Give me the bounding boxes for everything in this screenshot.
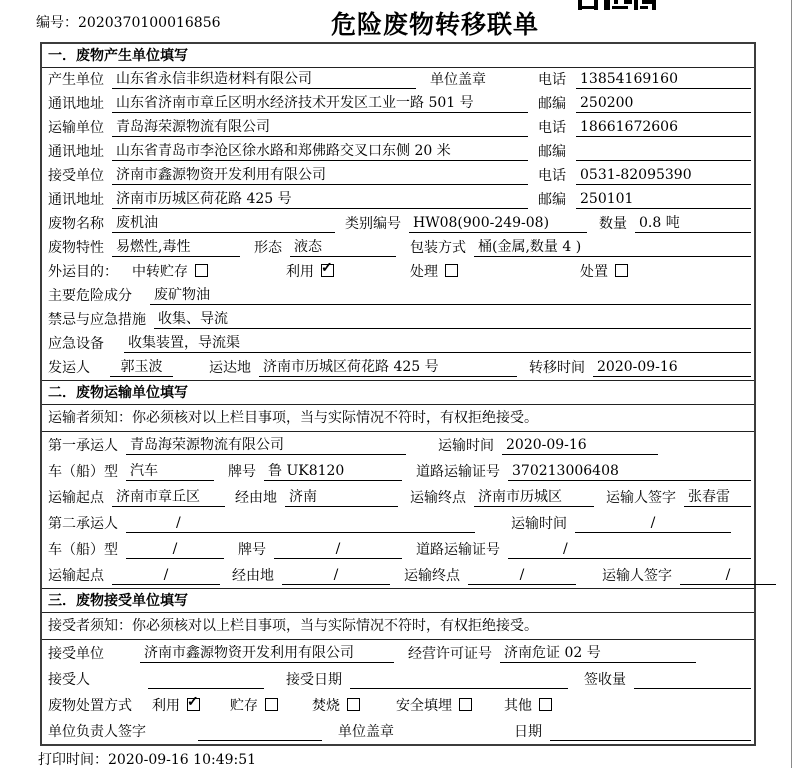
phone1-value: 13854169160 [576, 71, 751, 89]
treat-checkbox [445, 264, 458, 277]
carrier1-value: 青岛海荣源物流有限公司 [126, 437, 406, 455]
terminus2-label: 运输终点 [404, 568, 460, 584]
purpose-label: 外运目的： [48, 264, 118, 280]
origin2-value: / [112, 567, 220, 585]
transporter-label: 运输单位 [48, 120, 104, 136]
vehicle2-label: 车（船）型 [48, 542, 118, 558]
purpose-option-utilize-label: 利用 [286, 264, 314, 280]
plate2-value: / [274, 541, 402, 559]
category-value: HW08(900-249-08) [409, 215, 587, 233]
purpose-option-treat-label: 处理 [410, 264, 438, 280]
terminus1-label: 运输终点 [410, 490, 466, 506]
sign2-label: 运输人签字 [602, 568, 672, 584]
disposal-option-other [504, 697, 552, 715]
packing-value: 桶(金属,数量 4 ) [474, 239, 751, 257]
via1-label: 经由地 [235, 490, 277, 506]
purpose-option-transfer-storage-label: 中转贮存 [132, 264, 188, 280]
time2-label: 运输时间 [511, 516, 567, 532]
via1-value: 济南 [285, 489, 398, 507]
page-edge-divider [791, 0, 792, 768]
receiver-notice: 接受者须知：你必须核对以上栏目事项，当与实际情况不符时，有权拒绝接受。 [42, 613, 754, 640]
form-row-disposal [42, 692, 754, 718]
disposal-option-other-label: 其他 [504, 698, 532, 714]
waste-name-label: 废物名称 [48, 216, 104, 232]
phone1-label: 电话 [538, 72, 566, 88]
form-row-waste-name [42, 212, 754, 236]
via2-value: / [282, 567, 390, 585]
receiver-label: 接受单位 [48, 168, 104, 184]
disposal-landfill-checkbox [459, 698, 472, 711]
doc-number-label: 编号： [36, 15, 78, 31]
equipment-value: 收集装置，导流渠 [124, 335, 751, 353]
permit-value: 济南危证 02 号 [500, 645, 696, 663]
address3-label: 通讯地址 [48, 192, 104, 208]
phone2-field [538, 119, 751, 137]
zip2-value [576, 143, 751, 161]
form-row-vehicle1 [42, 458, 754, 484]
destination-label: 运达地 [209, 360, 251, 376]
quantity-value: 0.8 吨 [635, 215, 751, 233]
form-row-route2 [42, 562, 754, 588]
waste-name-value: 废机油 [112, 215, 335, 233]
equipment-label: 应急设备 [48, 336, 104, 352]
phone2-label: 电话 [538, 120, 566, 136]
disposal-option-utilize-label: 利用 [152, 698, 180, 714]
acceptor-value [148, 671, 264, 689]
form-row-address1 [42, 92, 754, 116]
hazard-value: 废矿物油 [150, 287, 751, 305]
disposal-option-utilize [152, 697, 200, 715]
received-amount-value [634, 671, 751, 689]
disposal-incinerate-checkbox [347, 698, 360, 711]
unit-seal-label: 单位盖章 [430, 72, 486, 88]
characteristics-value: 易燃性,毒性 [112, 239, 240, 257]
date-value [550, 723, 751, 741]
via2-label: 经由地 [232, 568, 274, 584]
category-label: 类别编号 [345, 216, 401, 232]
doc-number [36, 12, 221, 32]
section-receiver [42, 588, 754, 744]
time1-label: 运输时间 [438, 438, 494, 454]
shipper-value: 郭玉波 [110, 359, 173, 377]
form-row-leader-sign [42, 718, 754, 744]
emergency-value: 收集、导流 [154, 311, 751, 329]
receiver-value: 济南市鑫源物资开发利用有限公司 [112, 167, 528, 185]
vehicle2-value: / [126, 541, 224, 559]
form-row-characteristics [42, 236, 754, 260]
print-time-label: 打印时间： [38, 752, 108, 768]
form-row-carrier1 [42, 432, 754, 458]
transfer-manifest-form [40, 42, 756, 746]
purpose-option-treat [410, 263, 458, 281]
form-row-carrier2 [42, 510, 754, 536]
phone3-field [538, 167, 751, 185]
disposal-option-store-label: 贮存 [230, 698, 258, 714]
address3-value: 济南市历城区荷花路 425 号 [112, 191, 528, 209]
accept-date-label: 接受日期 [286, 672, 342, 688]
form-row-emergency [42, 308, 754, 332]
receive-unit-value: 济南市鑫源物资开发利用有限公司 [140, 645, 394, 663]
origin1-value: 济南市章丘区 [112, 489, 225, 507]
phone3-label: 电话 [538, 168, 566, 184]
disposal-store-checkbox [265, 698, 278, 711]
disposal-utilize-checkbox [187, 698, 200, 711]
carrier2-label: 第二承运人 [48, 516, 118, 532]
plate1-label: 牌号 [228, 464, 256, 480]
receive-unit-label: 接受单位 [48, 646, 104, 662]
plate1-value: 鲁 UK8120 [264, 463, 402, 481]
disposal-option-landfill-label: 安全填埋 [396, 698, 452, 714]
form-row-equipment [42, 332, 754, 356]
emergency-label: 禁忌与应急措施 [48, 312, 146, 328]
print-time [38, 749, 256, 769]
page-title: 危险废物转移联单 [331, 10, 540, 39]
transporter-notice: 运输者须知：你必须核对以上栏目事项，当与实际情况不符时，有权拒绝接受。 [42, 405, 754, 432]
section-producer-title: 一．废物产生单位填写 [42, 44, 754, 68]
accept-date-value [350, 671, 568, 689]
vehicle1-label: 车（船）型 [48, 464, 118, 480]
form-row-route1 [42, 484, 754, 510]
form-row-producer [42, 68, 754, 92]
phone3-value: 0531-82095390 [576, 167, 751, 185]
zip2-field [538, 143, 751, 161]
section-transporter [42, 380, 754, 588]
leader-sign-label: 单位负责人签字 [48, 724, 146, 740]
vehicle1-value: 汽车 [126, 463, 214, 481]
zip1-label: 邮编 [538, 96, 566, 112]
section-receiver-title: 三．废物接受单位填写 [42, 589, 754, 613]
shipper-label: 发运人 [48, 360, 90, 376]
unit-seal2-label: 单位盖章 [338, 724, 394, 740]
road-permit2-label: 道路运输证号 [416, 542, 500, 558]
destination-value: 济南市历城区荷花路 425 号 [259, 359, 517, 377]
leader-sign-value [198, 723, 322, 741]
disposal-option-landfill [396, 697, 472, 715]
carrier2-value: / [126, 515, 475, 533]
sign2-value: / [680, 567, 776, 585]
form-row-acceptor [42, 666, 754, 692]
received-amount-label: 签收量 [584, 672, 626, 688]
form-row-shipper [42, 356, 754, 380]
form-row-receiver [42, 164, 754, 188]
address1-label: 通讯地址 [48, 96, 104, 112]
print-time-value: 2020-09-16 10:49:51 [108, 752, 257, 768]
characteristics-label: 废物特性 [48, 240, 104, 256]
disposal-option-store [230, 697, 278, 715]
producer-value: 山东省永信非织造材料有限公司 [112, 71, 416, 89]
carrier1-label: 第一承运人 [48, 438, 118, 454]
transfer-time-value: 2020-09-16 [593, 359, 751, 377]
date-label: 日期 [514, 724, 542, 740]
zip3-value: 250101 [576, 191, 751, 209]
terminus1-value: 济南市历城区 [474, 489, 594, 507]
plate2-label: 牌号 [238, 542, 266, 558]
quantity-label: 数量 [599, 216, 627, 232]
disposal-option-incinerate [312, 697, 360, 715]
form-row-hazard [42, 284, 754, 308]
phone2-value: 18661672606 [576, 119, 751, 137]
sign1-value: 张春雷 [684, 489, 751, 507]
zip2-label: 邮编 [538, 144, 566, 160]
form-row-purpose [42, 260, 754, 284]
origin1-label: 运输起点 [48, 490, 104, 506]
purpose-option-utilize [286, 263, 334, 281]
zip3-label: 邮编 [538, 192, 566, 208]
qr-code-fragment-icon [578, 0, 656, 10]
permit-label: 经营许可证号 [408, 646, 492, 662]
form-row-receive-unit [42, 640, 754, 666]
form-row-address2 [42, 140, 754, 164]
transfer-time-label: 转移时间 [529, 360, 585, 376]
phone1-field [538, 71, 751, 89]
time1-value: 2020-09-16 [502, 437, 658, 455]
road-permit1-value: 370213006408 [508, 463, 751, 481]
section-transporter-title: 二．废物运输单位填写 [42, 381, 754, 405]
transporter-value: 青岛海荣源物流有限公司 [112, 119, 528, 137]
dispose-checkbox [615, 264, 628, 277]
origin2-label: 运输起点 [48, 568, 104, 584]
disposal-other-checkbox [539, 698, 552, 711]
utilize-checkbox [321, 264, 334, 277]
purpose-option-dispose-label: 处置 [580, 264, 608, 280]
address1-value: 山东省济南市章丘区明水经济技术开发区工业一路 501 号 [112, 95, 528, 113]
acceptor-label: 接受人 [48, 672, 90, 688]
road-permit2-value: / [508, 541, 751, 559]
form-row-vehicle2 [42, 536, 754, 562]
section-producer [42, 44, 754, 380]
disposal-label: 废物处置方式 [48, 698, 132, 714]
sign1-label: 运输人签字 [606, 490, 676, 506]
hazard-label: 主要危险成分 [48, 288, 132, 304]
purpose-option-transfer-storage [132, 263, 208, 281]
form-row-transporter [42, 116, 754, 140]
terminus2-value: / [468, 567, 576, 585]
address2-label: 通讯地址 [48, 144, 104, 160]
purpose-option-dispose [580, 263, 628, 281]
zip1-field [538, 95, 751, 113]
time2-value: / [575, 515, 731, 533]
zip3-field [538, 191, 751, 209]
road-permit1-label: 道路运输证号 [416, 464, 500, 480]
address2-value: 山东省青岛市李沧区徐水路和郑佛路交叉口东侧 20 米 [112, 143, 528, 161]
form-state-value: 液态 [290, 239, 396, 257]
packing-label: 包装方式 [410, 240, 466, 256]
transfer-storage-checkbox [195, 264, 208, 277]
zip1-value: 250200 [576, 95, 751, 113]
disposal-option-incinerate-label: 焚烧 [312, 698, 340, 714]
doc-number-value: 2020370100016856 [78, 15, 221, 31]
form-state-label: 形态 [254, 240, 282, 256]
producer-label: 产生单位 [48, 72, 104, 88]
form-row-address3 [42, 188, 754, 212]
